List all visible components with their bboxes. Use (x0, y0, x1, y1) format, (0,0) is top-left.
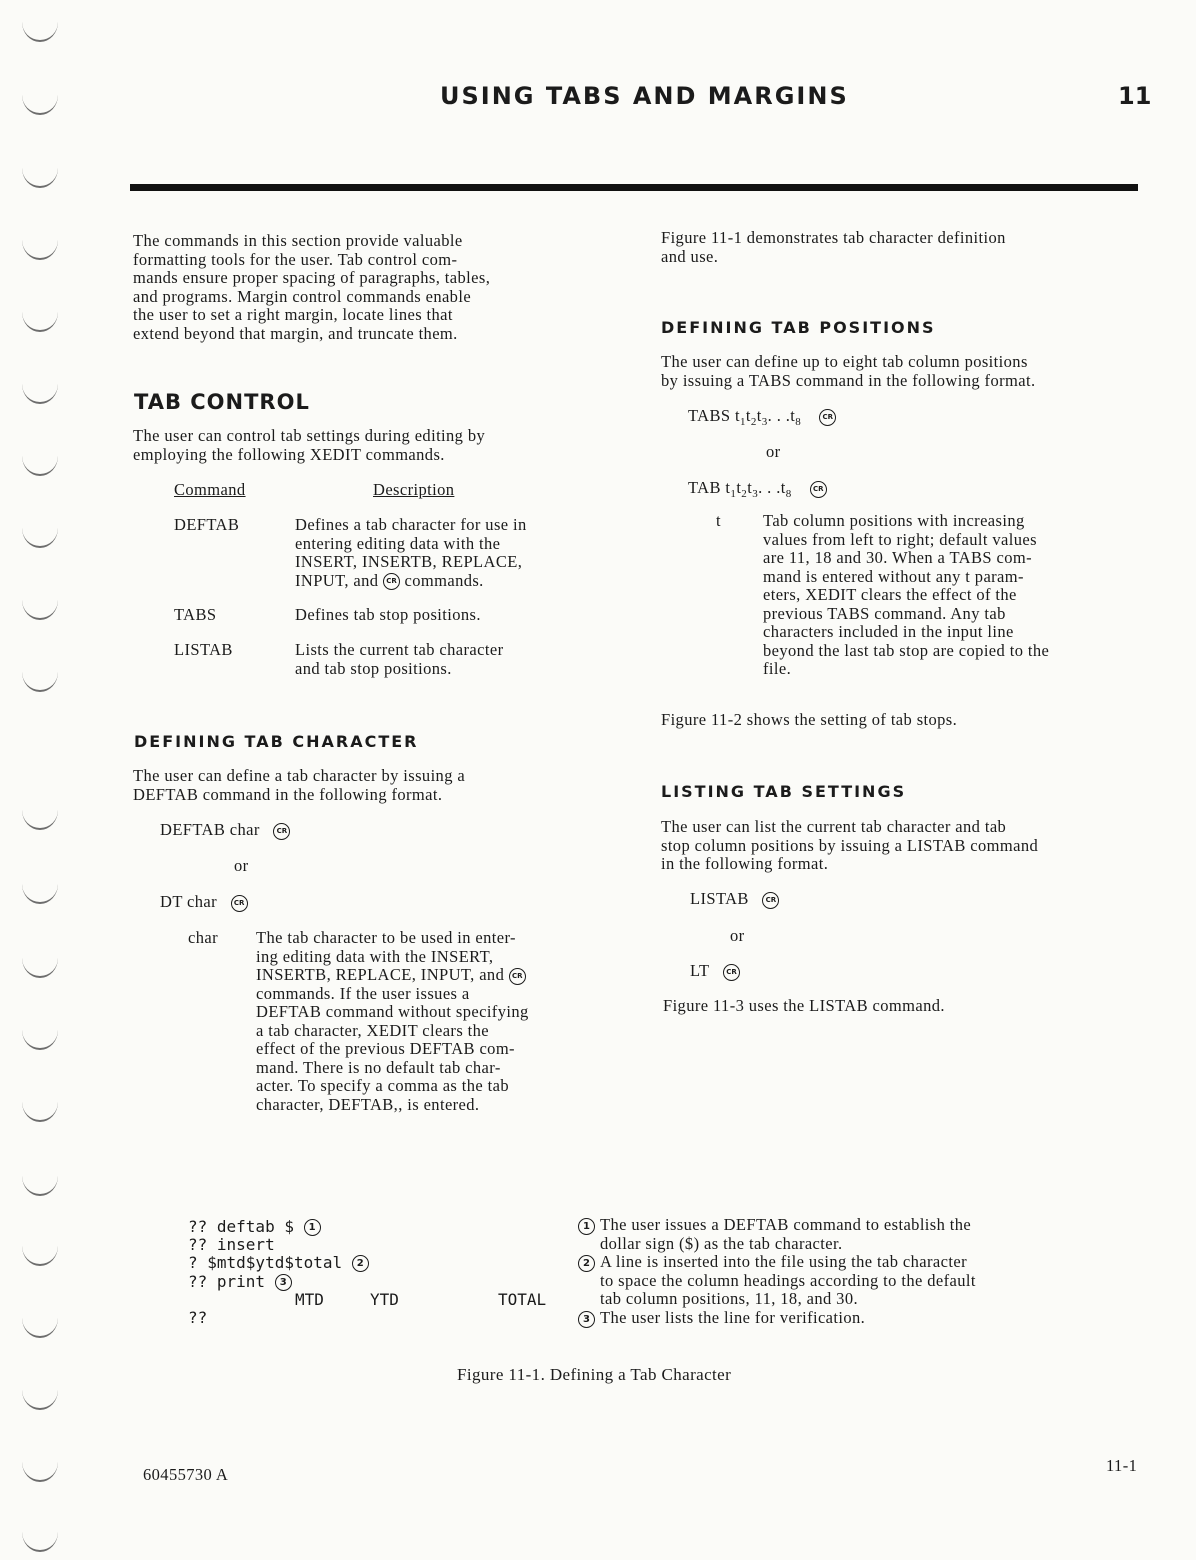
document-number: 60455730 A (143, 1465, 229, 1484)
deftab-format: DEFTAB char CR (160, 821, 290, 840)
cr-key-icon: CR (383, 573, 400, 590)
terminal-session: ?? deftab $ 1 ?? insert ? $mtd$ytd$total 2 ?? print 3 MTD YTD TOTAL ?? (188, 1217, 547, 1327)
callout-2-icon: 2 (578, 1255, 595, 1272)
callout-2-icon: 2 (352, 1255, 369, 1272)
intro-paragraph: The commands in this section provide valuable formatting tools for the user. Tab control com- mands ensure proper spacing of paragraphs, tables, and programs. Margin control commands enable the user to set a right margin, locate lines that extend beyond that margin, and truncate them. (133, 231, 491, 343)
cr-key-icon: CR (810, 481, 827, 498)
cr-key-icon: CR (762, 892, 779, 909)
table-cell-command: LISTAB (174, 640, 233, 659)
tabs-format: TABS $t_1t_2t_3$. . $.t_8$ CR (688, 407, 836, 432)
cr-key-icon: CR (273, 823, 290, 840)
figure-caption: Figure 11-1. Defining a Tab Character (457, 1365, 732, 1384)
chapter-number: 11 (1118, 82, 1152, 110)
cr-key-icon: CR (723, 964, 740, 981)
figure-notes (578, 1216, 1138, 1327)
defining-tab-positions-heading: DEFINING TAB POSITIONS (661, 318, 936, 337)
page-title: USING TABS AND MARGINS (440, 82, 849, 110)
callout-3-icon: 3 (578, 1311, 595, 1328)
deftab-text: The user can define a tab character by issuing a DEFTAB command in the following format. (133, 766, 466, 804)
lt-format: LT CR (690, 962, 740, 981)
list-item: 2 A line is inserted into the file using the tab character to space the column headings according to the default tab column positions, 11, 18, and 30. (578, 1253, 1138, 1309)
command-table (133, 481, 633, 681)
cr-key-icon: CR (819, 409, 836, 426)
table-header-command: Command (174, 480, 246, 499)
page-number: 11-1 (1106, 1456, 1138, 1475)
list-item: 3 The user lists the line for verification. (578, 1309, 1138, 1328)
tab-control-heading: TAB CONTROL (134, 390, 310, 414)
tabpos-text: The user can define up to eight tab column positions by issuing a TABS command in the following format. (661, 352, 1036, 390)
listab-format: LISTAB CR (690, 890, 779, 909)
list-item: 1 The user issues a DEFTAB command to establish the dollar sign ($) as the tab character. (578, 1216, 1138, 1253)
char-param-desc: The tab character to be used in enter- ing editing data with the INSERT, INSERTB, REPLACE, INPUT, and CR commands. If the user issues a DEFTAB command without specifying a tab character, XEDIT clears the effect of the previous DEFTAB com- mand. There is no default tab char- acter. To specify a comma as the tab character, DEFTAB,, is entered. (256, 928, 529, 1114)
figure-3-reference: Figure 11-3 uses the LISTAB command. (663, 996, 945, 1015)
defining-tab-character-heading: DEFINING TAB CHARACTER (134, 732, 419, 751)
cr-key-icon: CR (231, 895, 248, 912)
listing-tab-settings-heading: LISTING TAB SETTINGS (661, 782, 907, 801)
callout-1-icon: 1 (578, 1218, 595, 1235)
header-rule (130, 184, 1138, 191)
tab-control-text: The user can control tab settings during editing by employing the following XEDIT commands. (133, 426, 486, 464)
figure-2-reference: Figure 11-2 shows the setting of tab stops. (661, 710, 958, 729)
or-label: or (766, 442, 781, 461)
char-param-name: char (188, 928, 218, 947)
table-cell-command: TABS (174, 605, 217, 624)
table-cell-command: DEFTAB (174, 515, 240, 534)
table-cell-description: Defines tab stop positions. (295, 605, 481, 624)
dt-format: DT char CR (160, 893, 248, 912)
t-param-name: t (716, 511, 721, 530)
tab-format: TAB $t_1t_2t_3$. . $.t_8$ CR (688, 479, 827, 504)
cr-key-icon: CR (509, 968, 526, 985)
table-cell-description: Lists the current tab character and tab stop positions. (295, 640, 504, 678)
or-label: or (730, 926, 745, 945)
callout-3-icon: 3 (275, 1274, 292, 1291)
table-cell-description: Defines a tab character for use in entering editing data with the INSERT, INSERTB, REPLACE, INPUT, and CR commands. (295, 515, 527, 590)
t-param-desc: Tab column positions with increasing values from left to right; default values are 11, 18 and 30. When a TABS com- mand is entered without any t param- eters, XEDIT clears the effect of the previous TABS command. Any tab characters included in the input line beyond the last tab stop are copied to the file. (763, 511, 1050, 678)
listing-text: The user can list the current tab character and tab stop column positions by issuing a LISTAB command in the following format. (661, 817, 1039, 873)
callout-1-icon: 1 (304, 1219, 321, 1236)
figure-intro: Figure 11-1 demonstrates tab character definition and use. (661, 228, 1006, 266)
table-header-description: Description (373, 480, 455, 499)
or-label: or (234, 856, 249, 875)
